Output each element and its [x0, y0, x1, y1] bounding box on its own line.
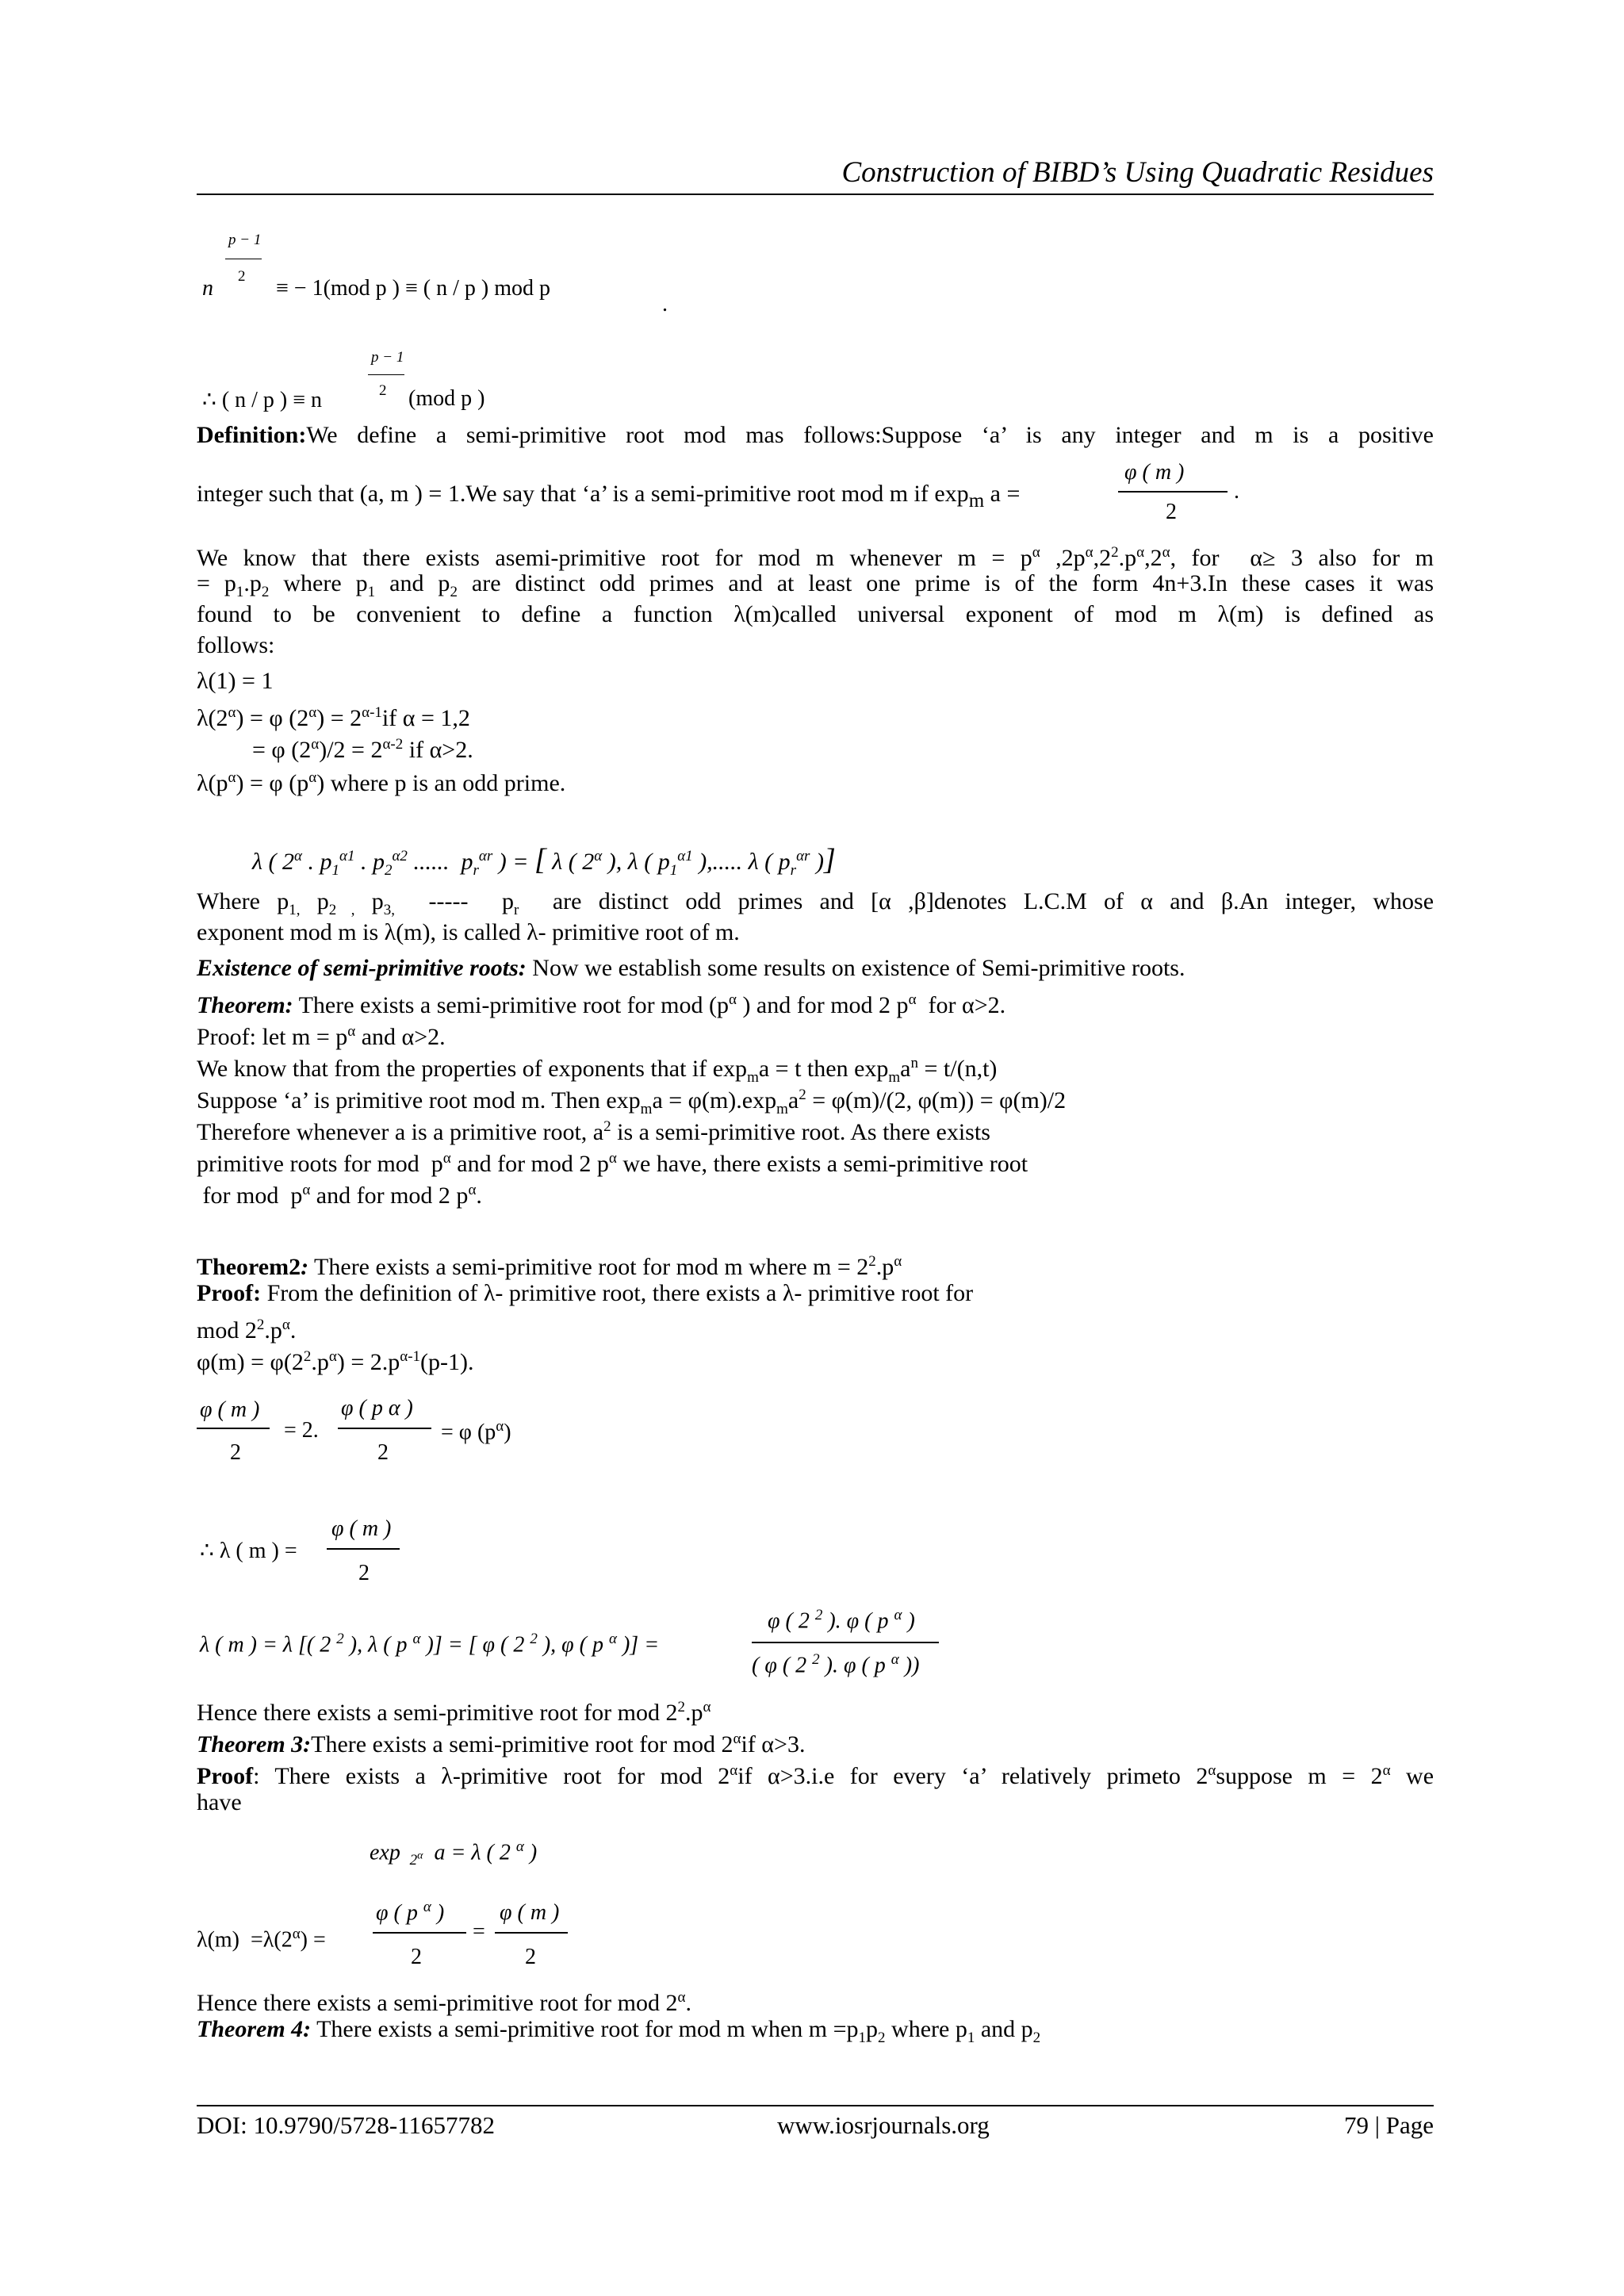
eq7-bar1: [373, 1932, 466, 1934]
eq4-lhs: ∴ λ ( m ) =: [200, 1539, 297, 1563]
proof1-line6: for mod $p^\alpha$ and for mod 2 $p^\alpha$.: [197, 1182, 482, 1209]
proof3-line2: have: [197, 1789, 242, 1815]
para1-line4: follows:: [197, 632, 275, 658]
eq6: exp $_{2^\alpha}$ a = λ ( 2 $^\alpha$ ): [370, 1838, 538, 1869]
theorem1: Theorem: There exists a semi-primitive root for mod ($p^\alpha$ ) and for mod 2 $p^\alpha$ for α>2.: [197, 991, 1006, 1018]
theorem3-label: Theorem 3:: [197, 1731, 312, 1757]
eq7-den2: 2: [525, 1945, 536, 1969]
where-line1: Where $p_{1,}$ $p_{2 ,}$ $p_{3,}$ ----- $p_r$ are distinct odd primes and [α ,β]denotes L.C.M of α and β.An integer, whose: [197, 888, 1434, 918]
eq2-exp-bar: [368, 374, 404, 375]
hence2: Hence there exists a semi-primitive root for mod $2^\alpha$.: [197, 1989, 691, 2016]
eq7-lhs: $\lambda(m) =\lambda(2^\alpha)$ =: [197, 1926, 326, 1953]
proof2-label: Proof:: [197, 1280, 262, 1306]
footer-page-number: 79 | Page: [1344, 2111, 1434, 2139]
def-frac-den: 2: [1166, 500, 1177, 524]
eq3-rhs: = φ $(p^\alpha)$: [441, 1418, 511, 1445]
eq1-rhs: ≡ − 1(mod p ) ≡ ( n / p ) mod p: [276, 276, 551, 301]
header-rule: [197, 194, 1434, 195]
proof3-line1: Proof: There exists a λ-primitive root for mod $2^\alpha if$ α>3.i.e for every ‘a’ relatively primeto $2^\alpha suppose$ $m = 2^\alpha$ we: [197, 1762, 1434, 1789]
definition-line1: Definition:We define a semi-primitive root mod mas follows:Suppose ‘a’ is any integer and m is a positive: [197, 422, 1434, 448]
theorem4-label: Theorem 4:: [197, 2016, 312, 2042]
lcm-equation: λ ( $2^\alpha$ . $p_1^{\alpha 1}$ . $p_2^{\alpha 2}$ ...... $p_r^{\alpha r}$ ) = [ λ ( $2^\alpha$ ), λ ( $p_1^{\alpha 1}$ ),..... λ ( $p_r^{\alpha r}$ )]: [252, 843, 836, 879]
lambda-def4: $\lambda(p^\alpha) = \varphi$ $(p^\alpha)$ where p is an odd prime.: [197, 769, 566, 796]
eq5-lhs: λ ( m ) = λ [( 2 $^2$ ), λ ( p $^\alpha$ )] = [ φ ( 2 $^2$ ), φ ( p $^\alpha$ )] =: [200, 1631, 660, 1658]
def-frac-bar: [1118, 491, 1228, 493]
proof1-line5: primitive roots for mod $p^\alpha$ and for mod 2 $p^\alpha$ we have, there exists a semi-primitive root: [197, 1150, 1028, 1177]
theorem1-label: Theorem:: [197, 992, 293, 1018]
eq7-num1: φ ( p $^\alpha$ ): [376, 1899, 445, 1926]
eq4-den: 2: [358, 1561, 370, 1585]
proof3-label: Proof: [197, 1763, 254, 1789]
footer-doi: DOI: 10.9790/5728-11657782: [197, 2111, 495, 2139]
eq3-bar2: [338, 1428, 431, 1429]
proof2-line2: mod $2^2.p^\alpha$.: [197, 1317, 297, 1343]
eq7-eq: =: [473, 1919, 485, 1944]
eq3-num2: φ ( p α ): [341, 1396, 413, 1420]
lambda-def3: = φ $(2^\alpha)/2 = 2^{\alpha-2}$ if α>2.: [252, 736, 473, 763]
eq7-num2: φ ( m ): [500, 1900, 560, 1925]
eq5-num: φ ( 2 $^2$ ). φ ( p $^\alpha$ ): [768, 1607, 915, 1634]
eq3-mid: = 2.: [284, 1418, 319, 1443]
existence-heading: Existence of semi-primitive roots: Now we establish some results on existence of Semi-primitive roots.: [197, 955, 1185, 981]
eq1-lhs: n: [202, 276, 213, 301]
existence-label: Existence of semi-primitive roots:: [197, 955, 527, 981]
def-dot: .: [1234, 479, 1239, 504]
theorem4: Theorem 4: There exists a semi-primitive root for mod m when $m =p_1p_2$ where $p_1$ and $p_2$: [197, 2016, 1041, 2046]
proof2-line3: $\varphi(m) = \varphi(2^2.p^\alpha) = 2.p^{\alpha-1}(p-1)$.: [197, 1348, 474, 1375]
hence1: Hence there exists a semi-primitive root for mod $2^2.p^\alpha$: [197, 1699, 711, 1726]
eq2-exp-num: p − 1: [371, 349, 404, 366]
where-line2: exponent mod m is λ(m), is called λ- primitive root of m.: [197, 919, 740, 945]
lambda-def2: $\lambda(2^\alpha) = \varphi$ $(2^\alpha) = 2^{\alpha-1}if$ α = 1,2: [197, 704, 470, 731]
proof2-line1: Proof: From the definition of λ- primitive root, there exists a λ- primitive root for: [197, 1280, 974, 1306]
def-frac-num: φ ( m ): [1124, 460, 1185, 485]
eq2-rhs: (mod p ): [408, 386, 485, 411]
eq2-lhs: ∴ ( n / p ) ≡ n: [202, 388, 323, 412]
definition-line2: integer such that (a, m ) = 1.We say that ‘a’ is a semi-primitive root mod m if $\exp_m a$ =: [197, 481, 1021, 512]
definition-label: Definition:: [197, 422, 307, 448]
theorem3: Theorem 3:There exists a semi-primitive root for mod $2^\alpha if$ α>3.: [197, 1731, 806, 1757]
para1-line1: We know that there exists asemi-primitive root for mod m whenever $m = p^\alpha$ $,2p^\alpha,2^2.p^\alpha,2^\alpha$, for α≥ 3 also for m: [197, 544, 1434, 571]
eq3-den1: 2: [230, 1440, 241, 1465]
eq3-bar1: [197, 1428, 270, 1429]
eq4-bar: [327, 1548, 400, 1550]
eq1-dot: .: [662, 292, 668, 316]
theorem2: Theorem2: There exists a semi-primitive root for mod m where $m = 2^2.p^\alpha$: [197, 1253, 902, 1280]
proof1-line2: We know that from the properties of exponents that if $\exp_ma = t$ then $\exp_ma^n = t/(n,t)$: [197, 1055, 998, 1086]
eq1-exp-den: 2: [238, 268, 246, 285]
proof1-line3: Suppose ‘a’ is primitive root mod m. Then $\exp_ma = \varphi(m).\exp_ma^2 = \varphi(m)/(2$, φ(m)) = φ(m)/2: [197, 1087, 1067, 1117]
eq7-den1: 2: [411, 1945, 422, 1969]
eq3-den2: 2: [377, 1440, 389, 1465]
proof1-line1: Proof: let $m = p^\alpha$ and α>2.: [197, 1023, 446, 1050]
eq5-den: ( φ ( 2 $^2$ ). φ ( p $^\alpha$ )): [752, 1651, 920, 1678]
eq5-bar: [752, 1642, 939, 1643]
footer-rule: [197, 2105, 1434, 2106]
theorem2-label: Theorem2: [197, 1254, 301, 1280]
para1-line2: = $p_1.p_2$ where $p_1$ and $p_2$ are distinct odd primes and at least one prime is of the form 4n+3.In these cases it was: [197, 570, 1434, 600]
eq4-num: φ ( m ): [331, 1516, 392, 1541]
running-header: Construction of BIBD’s Using Quadratic Residues: [841, 156, 1434, 189]
para1-line3: found to be convenient to define a function λ(m)called universal exponent of mod m λ(m) is defined as: [197, 601, 1434, 627]
proof1-line4: Therefore whenever a is a primitive root, $a^2$ is a semi-primitive root. As there exists: [197, 1118, 990, 1145]
lambda-def1: λ(1) = 1: [197, 668, 274, 694]
eq7-bar2: [495, 1932, 568, 1934]
eq2-exp-den: 2: [379, 382, 387, 399]
footer-website-link[interactable]: www.iosrjournals.org: [777, 2111, 990, 2139]
eq1-exp-num: p − 1: [228, 232, 262, 248]
eq3-num1: φ ( m ): [200, 1397, 260, 1422]
